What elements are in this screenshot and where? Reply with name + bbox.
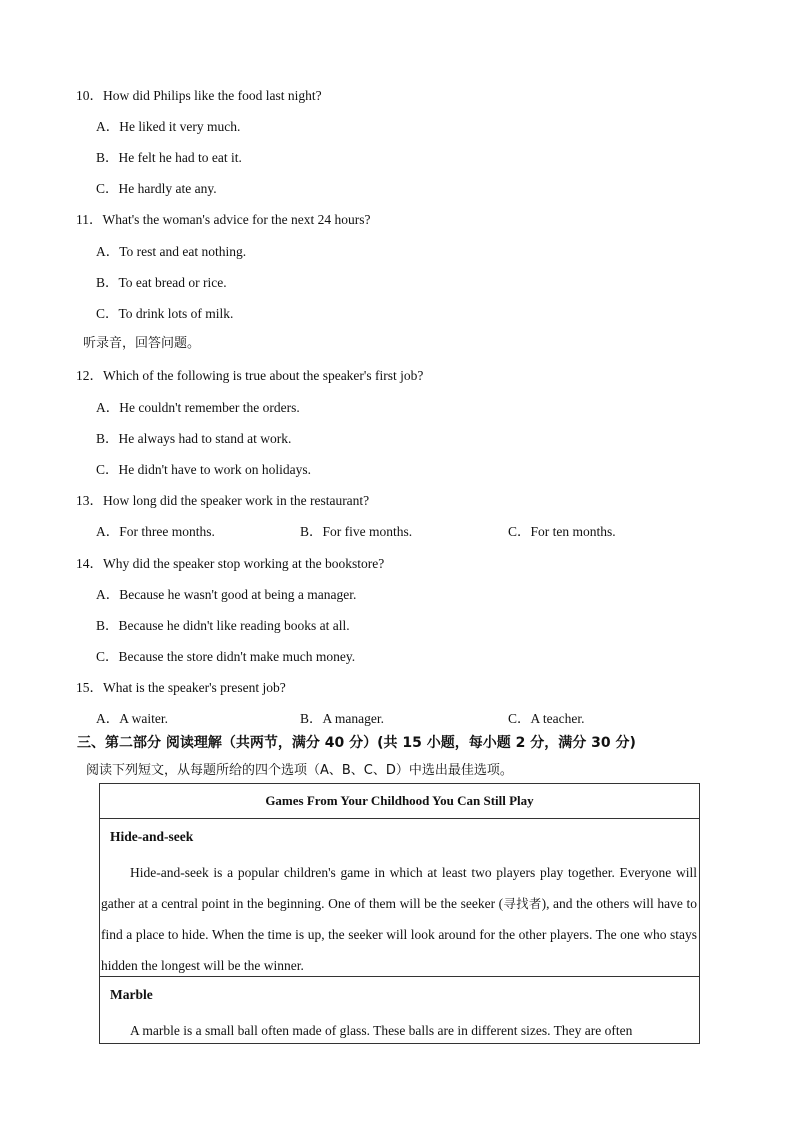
section-text-marble — [101, 1015, 697, 1046]
question-number: 10． — [76, 88, 103, 103]
question-text: How long did the speaker work in the restaurant? — [103, 493, 370, 508]
option-10b[interactable]: B．He felt he had to eat it. — [96, 150, 242, 165]
text-part: A marble is a small ball often made of glass. These balls are in different sizes. They are often — [130, 1023, 633, 1038]
option-11c[interactable]: C．To drink lots of milk. — [96, 306, 234, 321]
option-12a[interactable]: A．He couldn't remember the orders. — [96, 400, 300, 415]
option-11b[interactable]: B．To eat bread or rice. — [96, 275, 227, 290]
question-text: How did Philips like the food last night? — [103, 88, 322, 103]
option-12b[interactable]: B．He always had to stand at work. — [96, 431, 292, 446]
option-13b[interactable]: B．For five months. — [300, 524, 413, 539]
option-14b[interactable]: B．Because he didn't like reading books at all. — [96, 618, 350, 633]
passage-title: Games From Your Childhood You Can Still Play — [100, 784, 700, 819]
question-text: What's the woman's advice for the next 24 hours? — [102, 212, 371, 227]
question-11 — [76, 208, 371, 228]
option-14a[interactable]: A．Because he wasn't good at being a manager. — [96, 587, 357, 602]
option-15c[interactable]: C．A teacher. — [508, 711, 585, 726]
option-14c[interactable]: C．Because the store didn't make much money. — [96, 649, 356, 664]
section-heading-marble: Marble — [110, 987, 153, 1002]
option-12c[interactable]: C．He didn't have to work on holidays. — [96, 462, 312, 477]
question-text: What is the speaker's present job? — [103, 680, 286, 695]
option-13c[interactable]: C．For ten months. — [508, 524, 616, 539]
section-heading: 三、第二部分 阅读理解（共两节，满分 40 分）(共 15 小题，每小题 2 分，满分 30 分) — [77, 735, 636, 751]
question-text: Which of the following is true about the speaker's first job? — [103, 368, 424, 383]
question-text: Why did the speaker stop working at the bookstore? — [103, 556, 385, 571]
listen-note: 听录音，回答问题。 — [83, 336, 201, 351]
question-number: 14． — [76, 556, 103, 571]
question-number: 12． — [76, 368, 103, 383]
option-15a[interactable]: A．A waiter. — [96, 711, 168, 726]
question-14 — [76, 552, 384, 572]
question-number: 11． — [76, 212, 103, 227]
chinese-gloss: 寻找者 — [503, 896, 542, 911]
question-13 — [76, 489, 369, 509]
section-heading-hide-and-seek: Hide-and-seek — [110, 829, 194, 844]
text-part: Hide-and-seek is a popular children's game in which at least two players play together. Everyone will gather at a central point in the beginning. One of them will be the seeker ( — [101, 865, 697, 911]
question-10 — [76, 84, 322, 104]
question-12 — [76, 364, 423, 384]
option-13a[interactable]: A．For three months. — [96, 524, 215, 539]
passage-section-marble — [100, 977, 700, 1044]
option-11a[interactable]: A．To rest and eat nothing. — [96, 244, 247, 259]
reading-passage-table — [99, 783, 700, 1044]
question-15 — [76, 676, 286, 696]
reading-instruction: 阅读下列短文，从每题所给的四个选项（A、B、C、D）中选出最佳选项。 — [86, 763, 513, 778]
option-15b[interactable]: B．A manager. — [300, 711, 384, 726]
section-text-hide-and-seek — [101, 857, 697, 981]
option-10a[interactable]: A．He liked it very much. — [96, 119, 241, 134]
question-number: 15． — [76, 680, 103, 695]
option-10c[interactable]: C．He hardly ate any. — [96, 181, 217, 196]
passage-section-hide-and-seek — [100, 819, 700, 977]
question-number: 13． — [76, 493, 103, 508]
text-part: ), and the others will have to find a place to hide. When the time is up, the seeker will look around for the other players. The one who stays hidden the longest will be the winner. — [101, 896, 697, 973]
